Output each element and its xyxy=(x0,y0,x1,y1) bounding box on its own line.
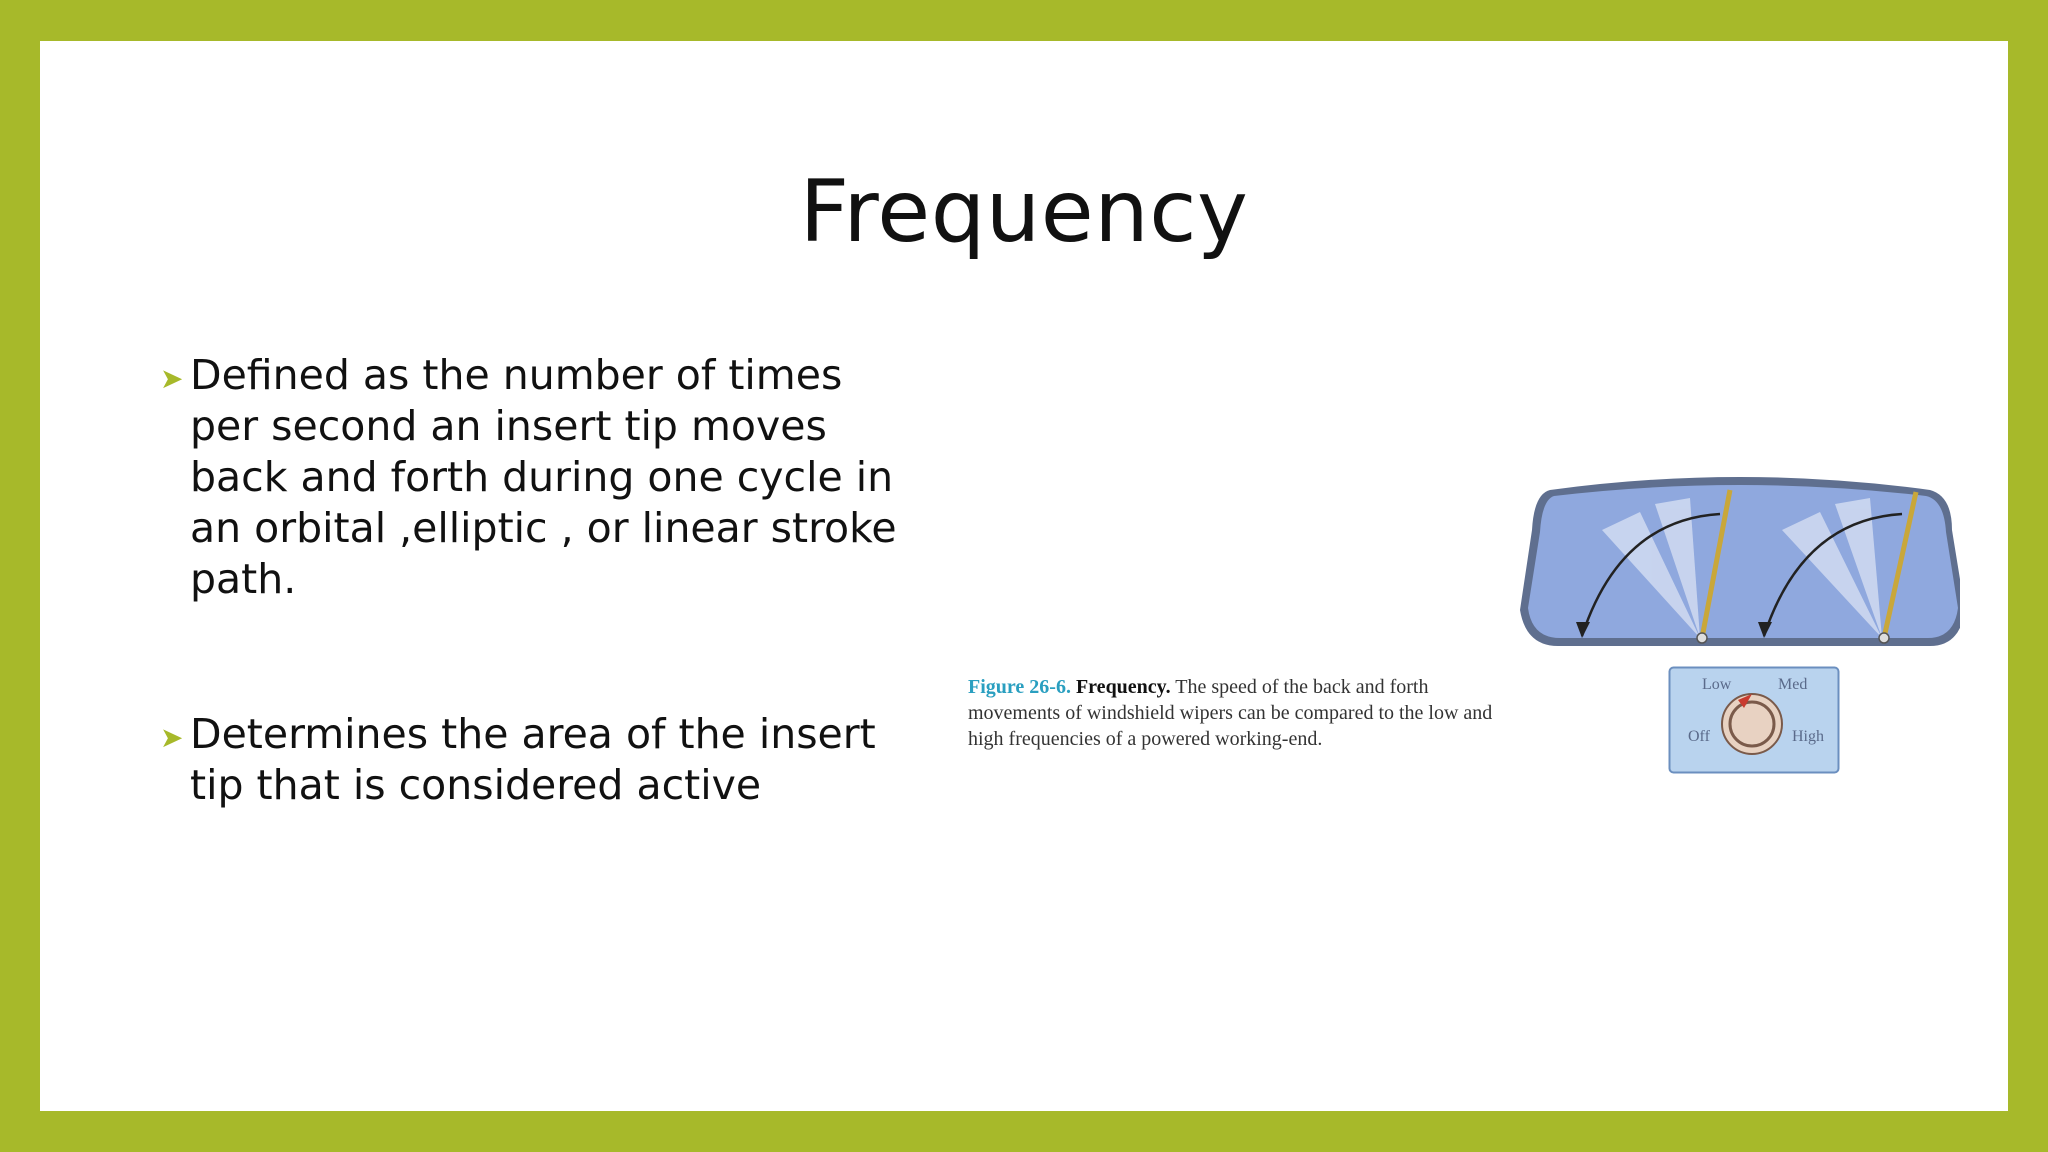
bullet-list xyxy=(160,350,920,811)
bullet-text: Defined as the number of times per second an insert tip moves back and forth during one cycle in an orbital ,elliptic , or linear stroke path. xyxy=(190,351,897,603)
figure-caption-text: The speed of the back and forth movements of windshield wipers can be compared to the low and high frequencies of a powered working-end. xyxy=(968,676,1493,750)
figure-26-6 xyxy=(968,470,1988,790)
figure-number: Figure 26-6. xyxy=(968,676,1071,698)
dial-label-low: Low xyxy=(1702,676,1732,693)
bullet-item-1 xyxy=(160,350,920,605)
arrowhead-bullet-icon: ➤ xyxy=(160,362,184,395)
dial-label-off: Off xyxy=(1688,728,1710,745)
wiper-speed-dial xyxy=(1668,666,1840,774)
figure-title: Frequency. xyxy=(1075,676,1171,698)
dial-label-high: High xyxy=(1792,728,1824,745)
bullet-item-2 xyxy=(160,709,920,811)
arrowhead-bullet-icon: ➤ xyxy=(160,721,184,754)
bullet-text: Determines the area of the insert tip that is considered active xyxy=(190,710,876,809)
figure-caption xyxy=(968,674,1508,752)
windshield-wiper-illustration xyxy=(1520,470,1960,660)
dial-label-med: Med xyxy=(1778,676,1808,693)
slide-title: Frequency xyxy=(799,162,1249,262)
